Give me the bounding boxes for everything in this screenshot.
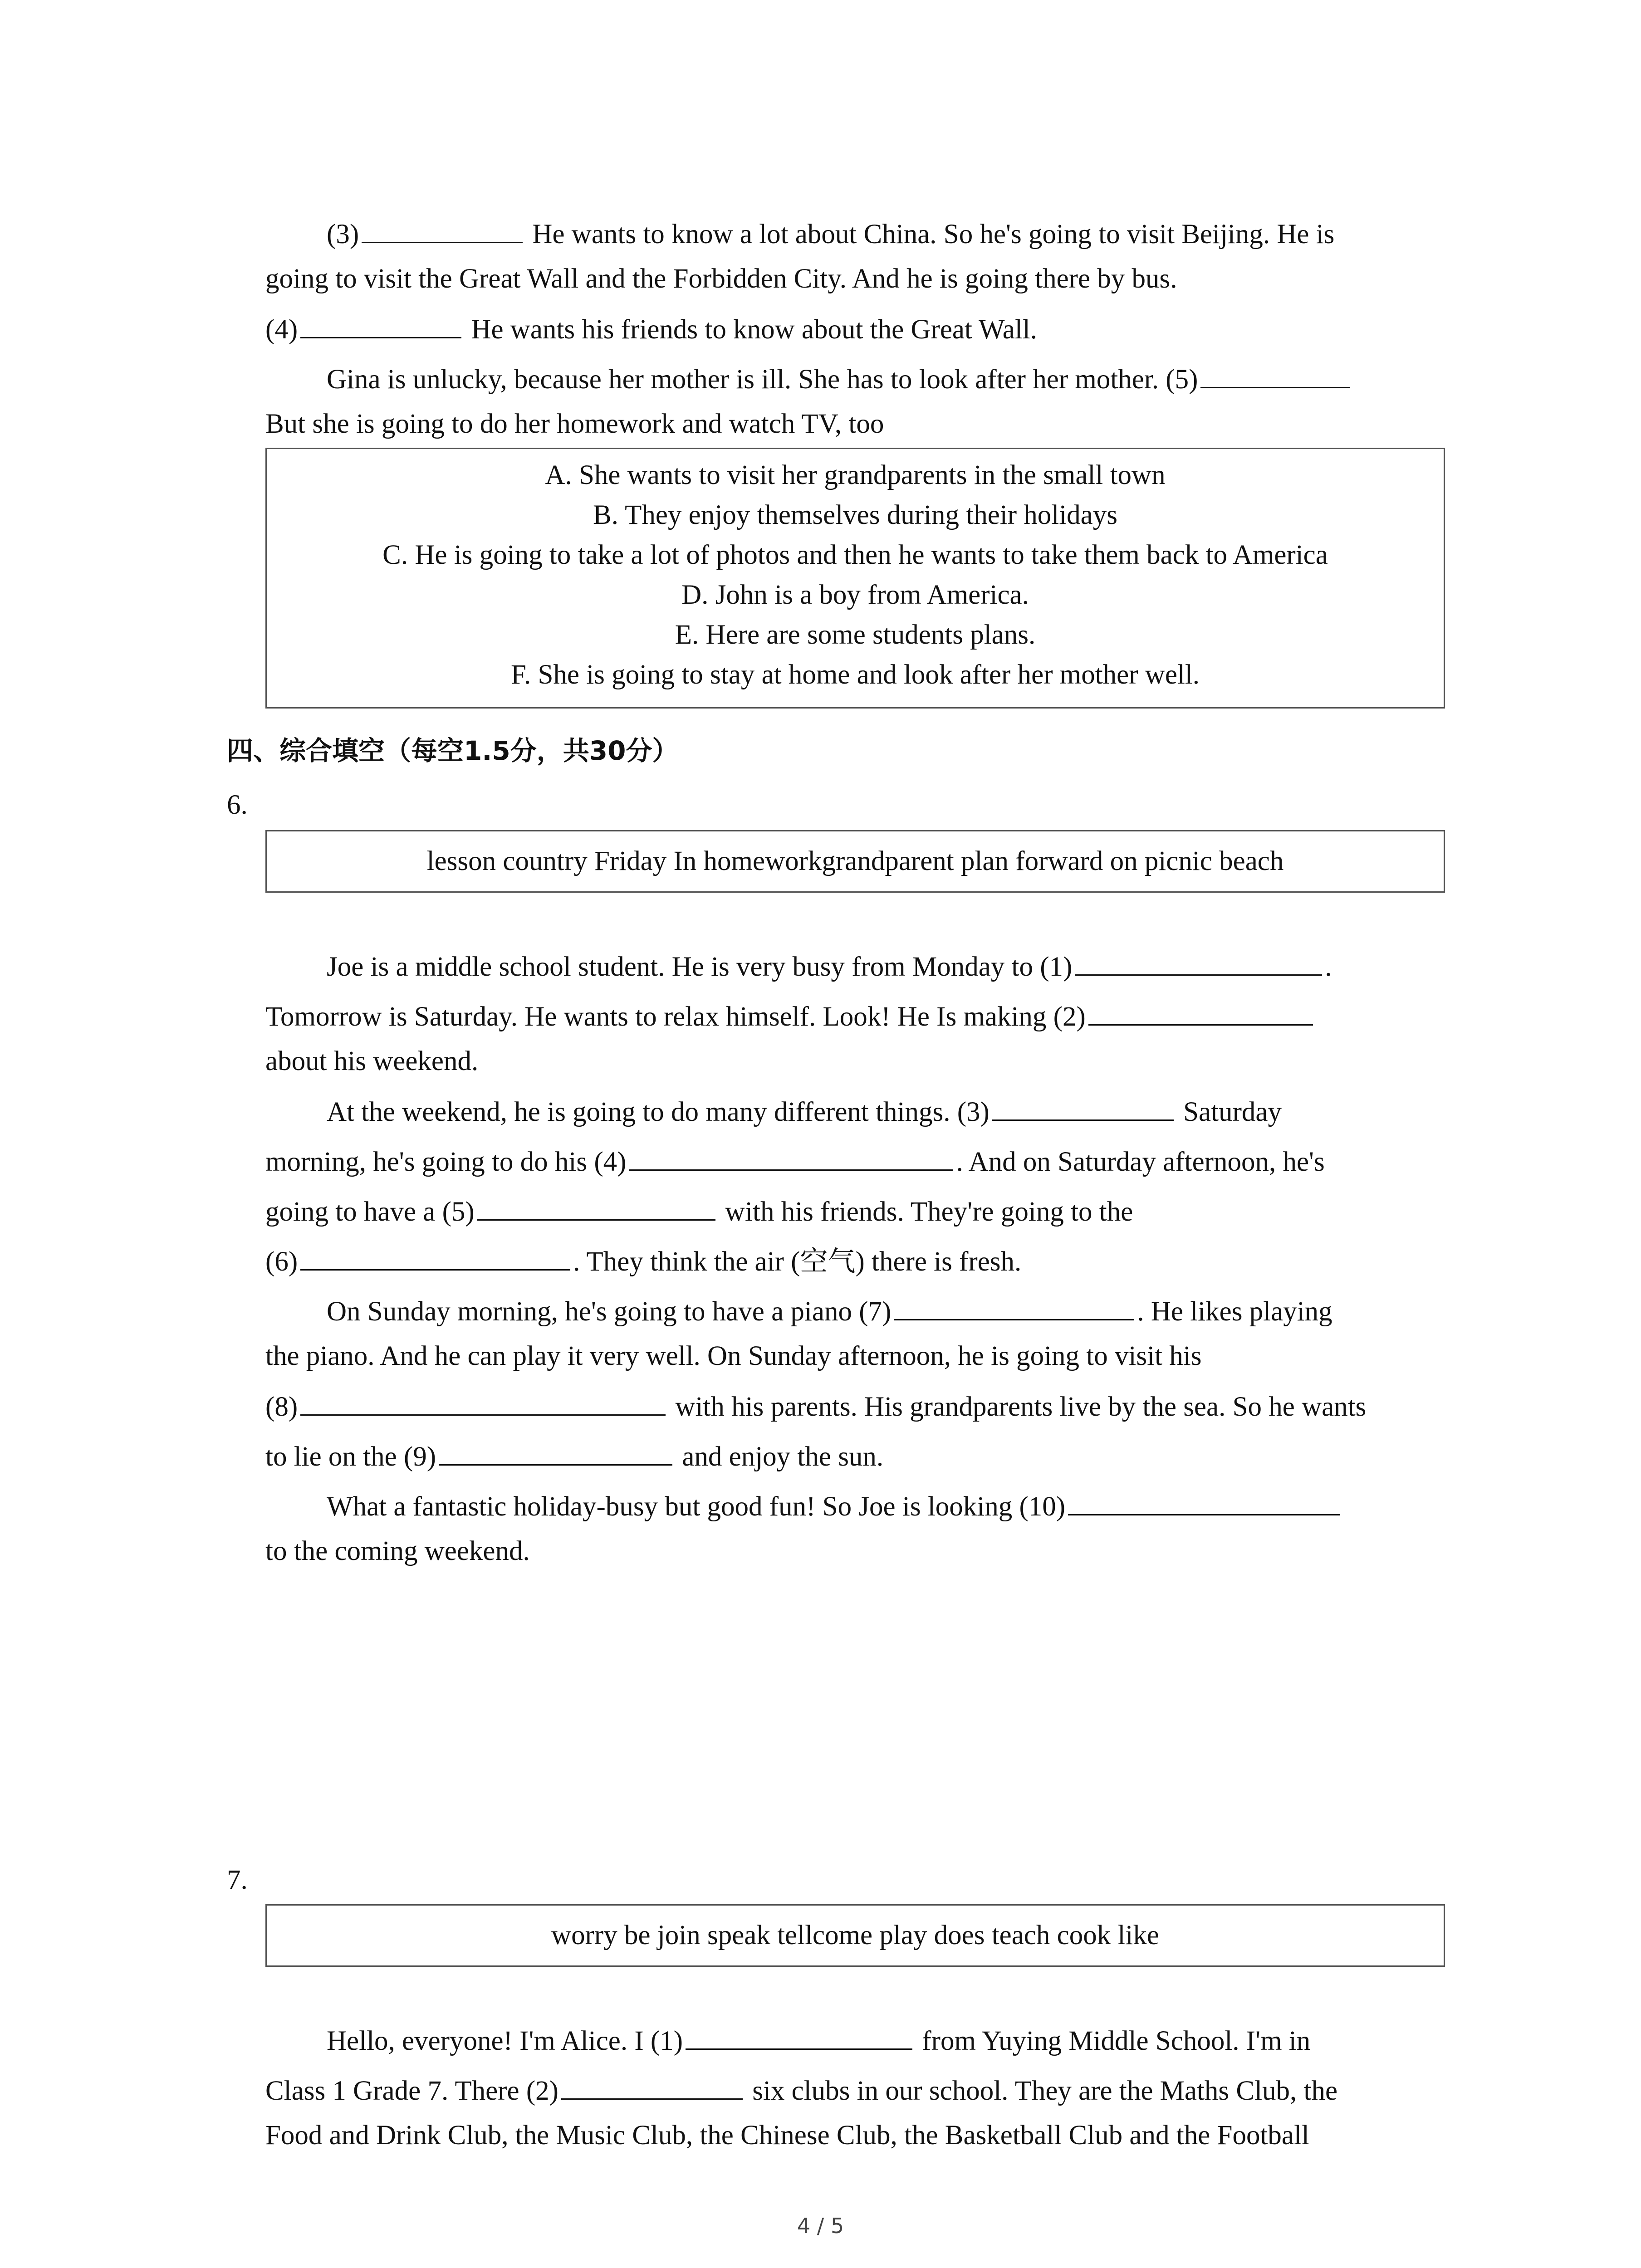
answer-blank[interactable] [300,1238,570,1271]
paragraph-line: to the coming weekend. [265,1536,530,1566]
paragraph-line: (6) . They think the air (空气) there is fresh. [265,1238,1445,1285]
answer-blank[interactable] [300,306,461,338]
answer-blank[interactable] [1075,943,1322,976]
paragraph-line: about his weekend. [265,1046,479,1076]
option-a: A. She wants to visit her grandparents in the small town [545,460,1166,490]
answer-blank[interactable] [629,1139,953,1171]
options-box [265,448,1445,709]
option-d: D. John is a boy from America. [681,580,1029,610]
paragraph-line: (3) He wants to know a lot about China. So he's going to visit Beijing. He is [327,211,1506,257]
answer-blank[interactable] [1200,356,1350,388]
question-number: 7. [227,1865,248,1895]
paragraph-line: Gina is unlucky, because her mother is ill. She has to look after her mother. (5) [327,356,1506,402]
option-b: B. They enjoy themselves during their holidays [593,500,1117,530]
paragraph-line: the piano. And he can play it very well. On Sunday afternoon, he is going to visit his [265,1341,1202,1371]
paragraph-line: to lie on the (9) and enjoy the sun. [265,1433,1445,1480]
answer-blank[interactable] [686,2018,912,2050]
paragraph-line: morning, he's going to do his (4) . And on Saturday afternoon, he's [265,1139,1445,1185]
paragraph-line: (8) with his parents. His grandparents live by the sea. So he wants [265,1383,1445,1430]
paragraph-line: going to visit the Great Wall and the Forbidden City. And he is going there by bus. [265,264,1177,294]
option-f: F. She is going to stay at home and look after her mother well. [510,660,1200,690]
section-heading: 四、综合填空（每空1.5分，共30分） [227,735,679,766]
answer-blank[interactable] [362,211,523,243]
paragraph-line: going to have a (5) with his friends. They're going to the [265,1188,1445,1235]
paragraph-line: Class 1 Grade 7. There (2) six clubs in our school. They are the Maths Club, the [265,2068,1445,2114]
paragraph-line: At the weekend, he is going to do many different things. (3) Saturday [327,1089,1506,1135]
paragraph-line: But she is going to do her homework and watch TV, too [265,409,884,439]
paragraph-line: What a fantastic holiday-busy but good fun! So Joe is looking (10) [327,1483,1506,1530]
answer-blank[interactable] [894,1288,1134,1320]
answer-blank[interactable] [1068,1483,1340,1515]
answer-blank[interactable] [1088,993,1313,1026]
paragraph-line: (4) He wants his friends to know about the Great Wall. [265,306,1445,352]
answer-blank[interactable] [561,2068,743,2100]
page-number: 4 / 5 [797,2214,844,2238]
paragraph-line: Joe is a middle school student. He is very busy from Monday to (1) . [327,943,1506,990]
word-box: worry be join speak tellcome play does teach cook like [265,1904,1445,1967]
answer-blank[interactable] [992,1089,1174,1121]
option-e: E. Here are some students plans. [675,620,1036,650]
paragraph-line: Hello, everyone! I'm Alice. I (1) from Yuying Middle School. I'm in [327,2018,1506,2064]
question-number: 6. [227,790,248,820]
paragraph-line: Food and Drink Club, the Music Club, the Chinese Club, the Basketball Club and the Football [265,2120,1309,2151]
option-c: C. He is going to take a lot of photos and then he wants to take them back to America [382,540,1328,570]
answer-blank[interactable] [439,1433,672,1466]
answer-blank[interactable] [300,1383,666,1416]
paragraph-line: Tomorrow is Saturday. He wants to relax himself. Look! He Is making (2) [265,993,1445,1040]
paragraph-line: On Sunday morning, he's going to have a piano (7) . He likes playing [327,1288,1506,1334]
word-box: lesson country Friday In homeworkgrandparent plan forward on picnic beach [265,830,1445,893]
answer-blank[interactable] [477,1188,715,1221]
